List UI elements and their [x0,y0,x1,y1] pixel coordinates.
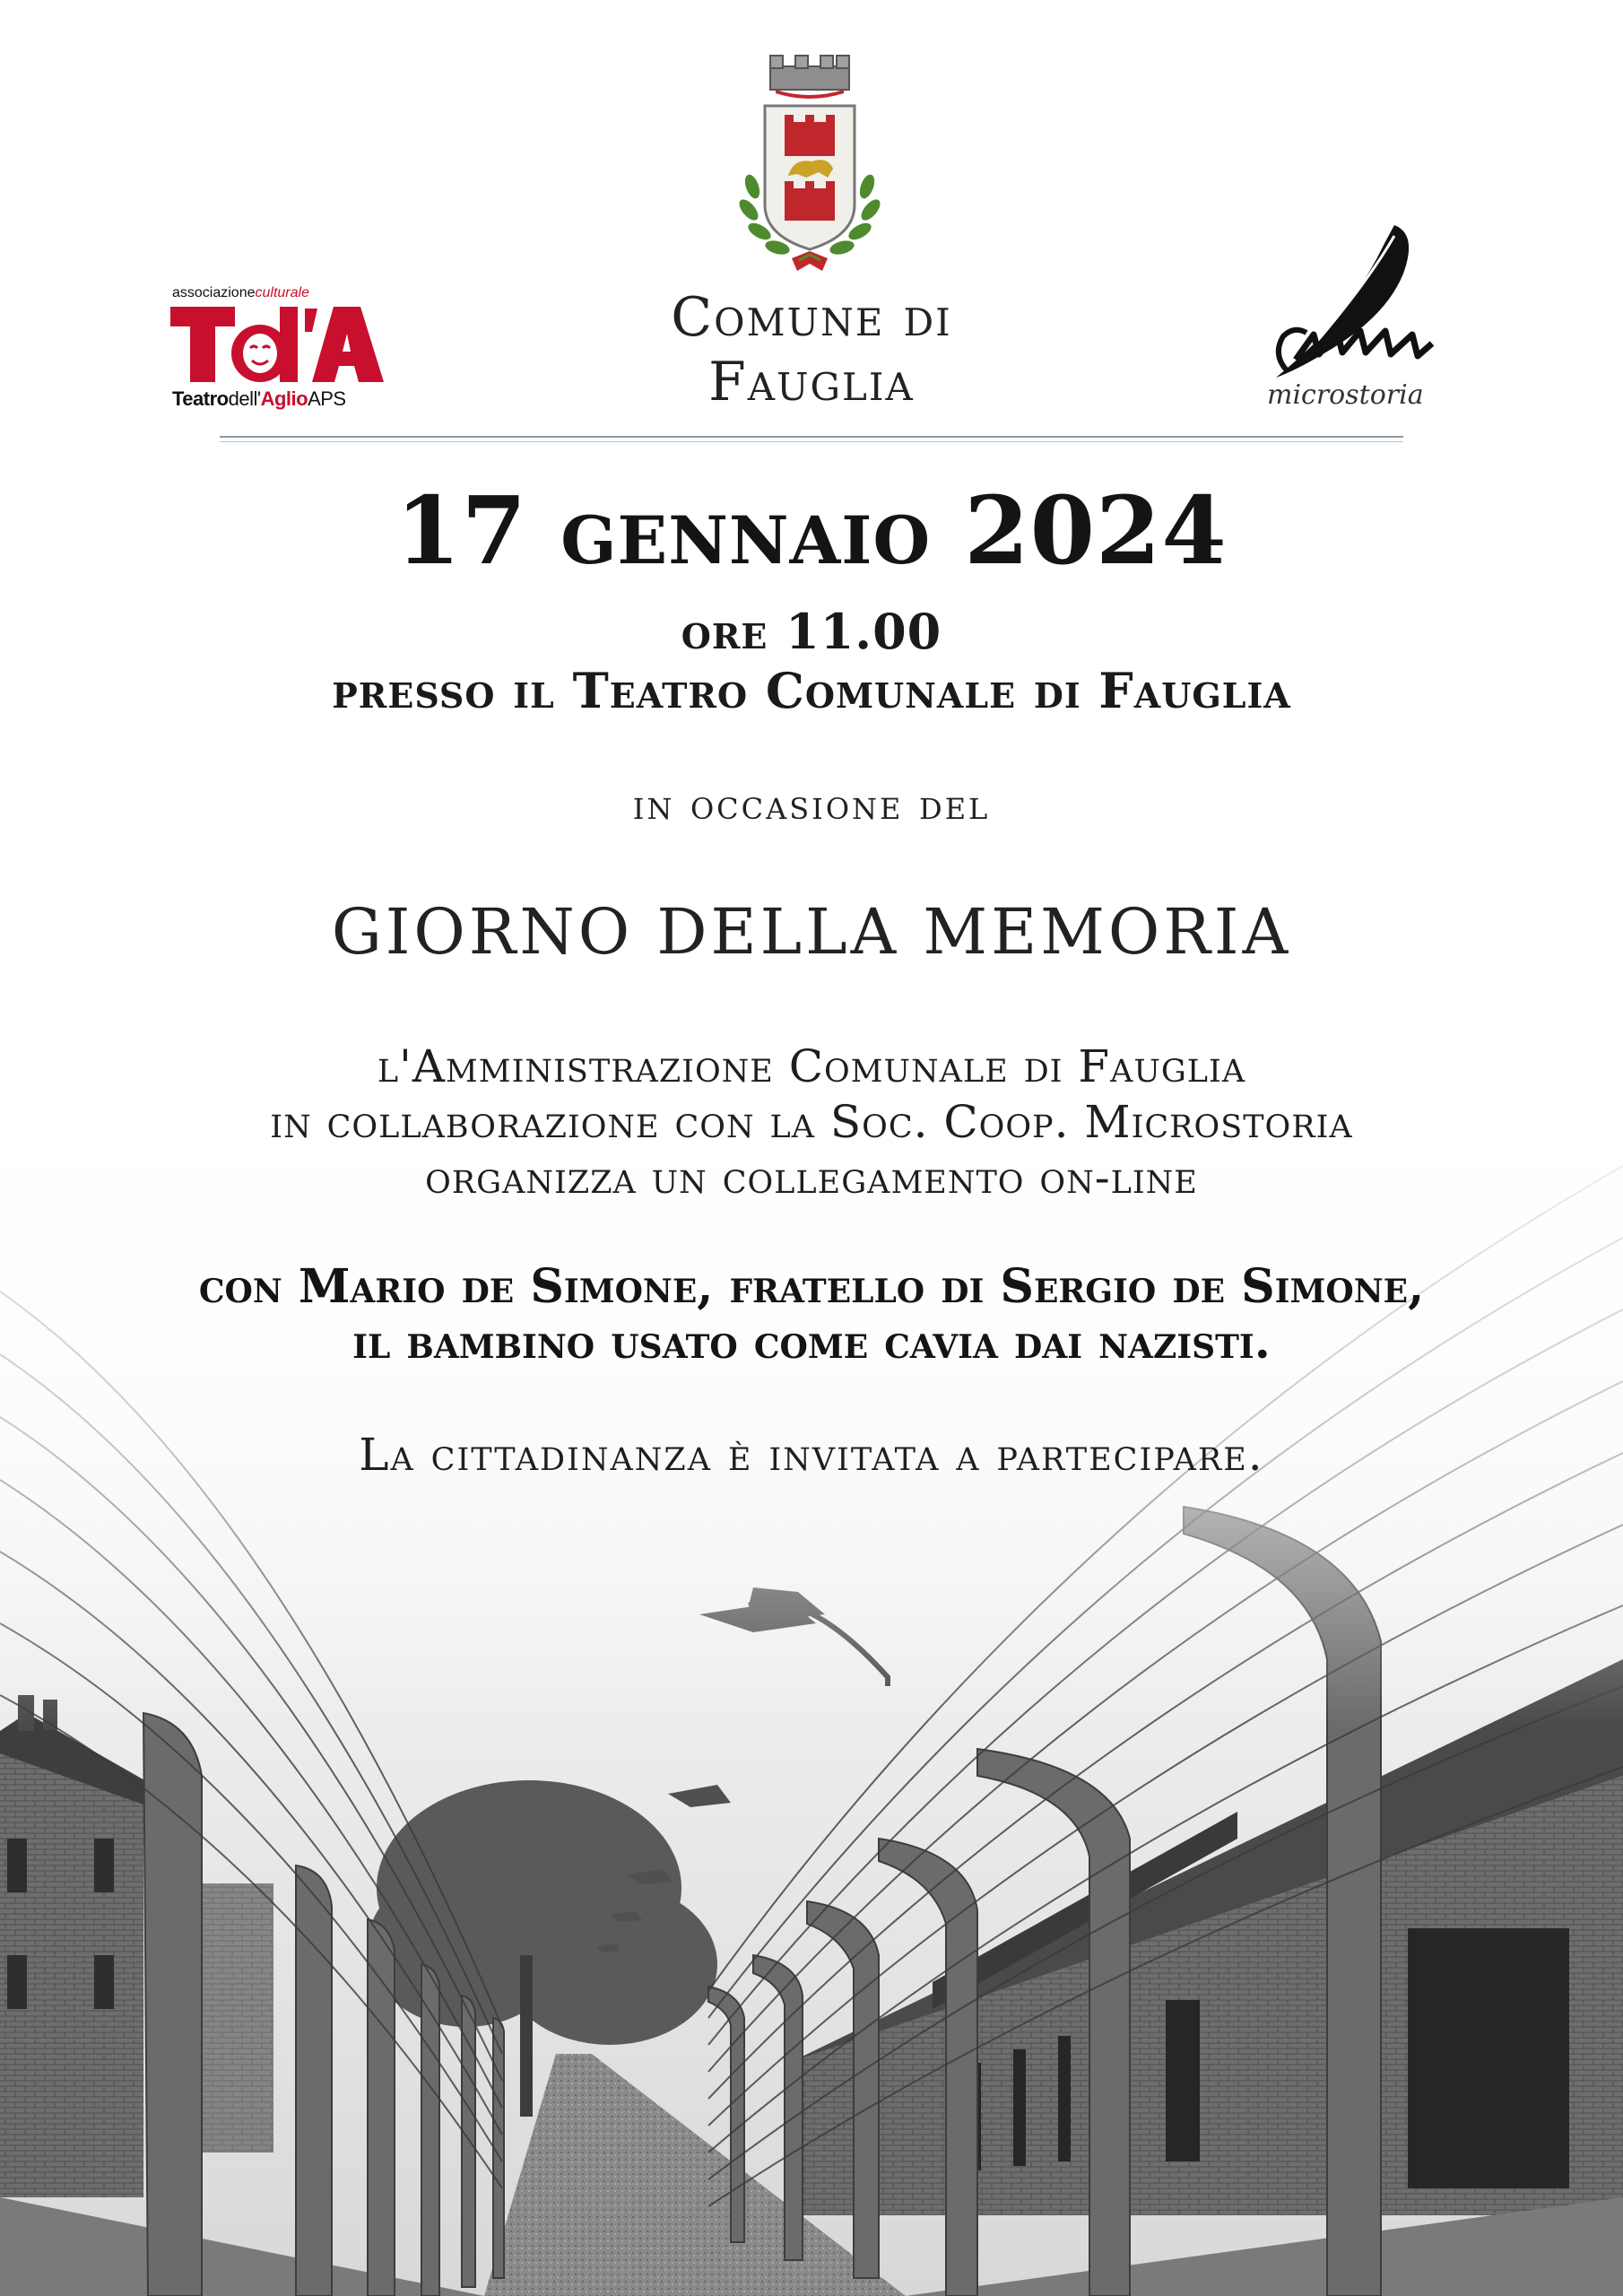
theatre-mask-icon [243,334,277,373]
microstoria-logo [1260,220,1448,422]
occasion-label: in occasione del [632,780,991,829]
body-line-2: in collaborazione con la Soc. Coop. Microstoria [270,1096,1353,1148]
header-divider [220,436,1403,438]
municipal-coat-of-arms-icon [729,52,890,278]
municipality-line-1: Comune di [671,286,952,349]
microstoria-wordmark: microstoria [1267,379,1424,411]
camp-fence-photo [0,1031,1623,2296]
quill-feather-icon [1260,220,1448,381]
teatro-aglio-tagline: Teatrodell'AglioAPS [172,387,346,410]
event-title: GIORNO DELLA MEMORIA [331,895,1292,969]
tda-letters-logo [170,303,384,384]
event-venue: presso il Teatro Comunale di Fauglia [332,662,1291,719]
closing-invitation: La cittadinanza è invitata a partecipare. [359,1429,1264,1481]
highlight-line-2: il bambino usato come cavia dai nazisti. [352,1315,1271,1370]
body-line-1: l'Amministrazione Comunale di Fauglia [377,1040,1246,1092]
assoc-label: associazioneculturale [172,285,309,300]
body-line-3: organizza un collegamento on-line [425,1152,1198,1204]
municipality-line-2: Fauglia [708,351,915,413]
event-date: 17 gennaio 2024 [395,475,1228,586]
municipality-name [538,285,1085,414]
teatro-aglio-logo [170,285,386,413]
header-divider-thin [220,441,1403,442]
highlight-line-1: con Mario de Simone, fratello di Sergio de Simone, [198,1259,1425,1314]
event-time: ore 11.00 [681,603,942,660]
